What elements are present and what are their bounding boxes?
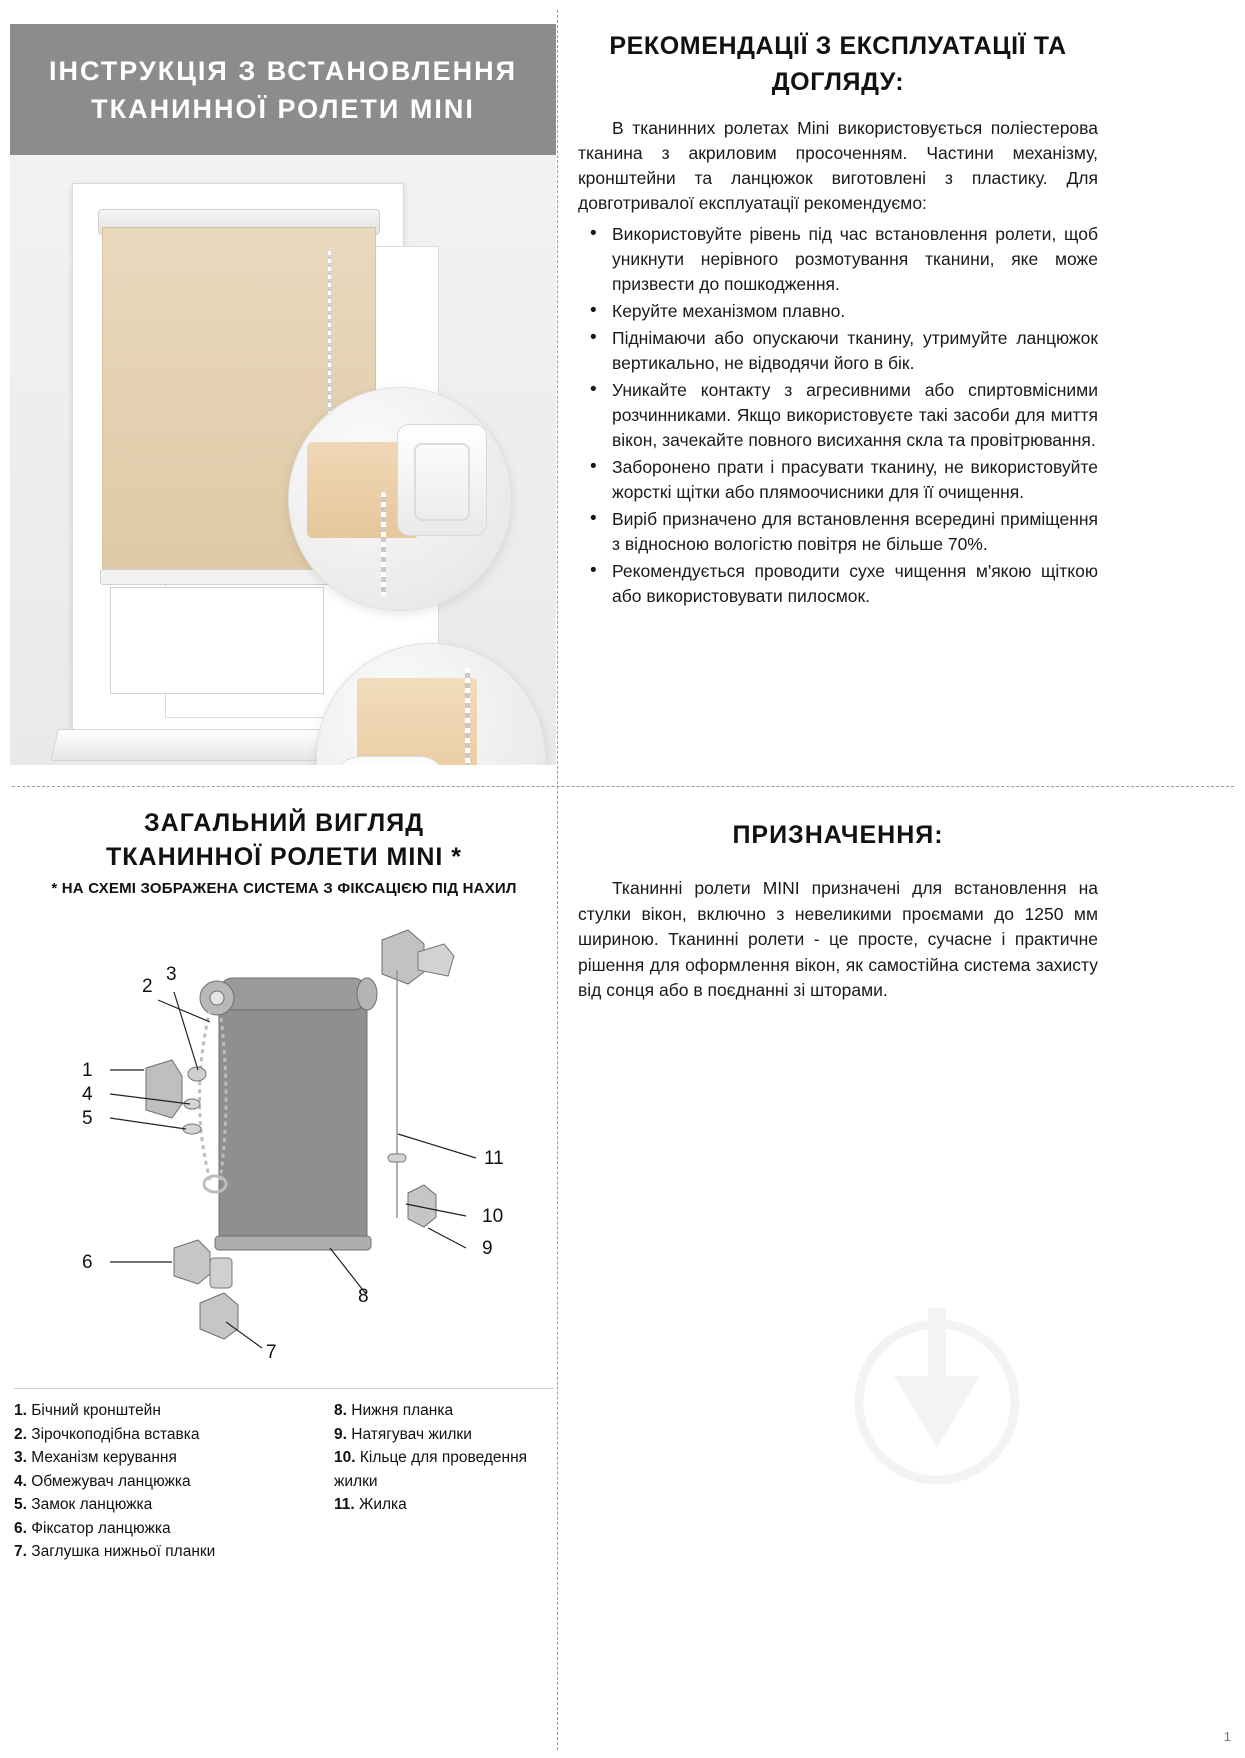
bubble-side-bracket [397,424,487,536]
legend-item: 4. Обмежувач ланцюжка [14,1472,191,1490]
callout-10: 10 [482,1206,504,1227]
callout-1: 1 [82,1060,93,1081]
care-bullet: • Виріб призначено для встановлення всередині приміщення з відносною вологістю повітря не більше 70%. [578,507,1098,557]
callout-7: 7 [266,1342,277,1363]
open-glass-area [110,587,324,694]
callout-3: 3 [166,964,177,985]
purpose-title: ПРИЗНАЧЕННЯ: [732,821,944,849]
care-bullet: • Уникайте контакту з агресивними або спиртовмісними розчинниками. Якщо використовуєте такі засоби для миття вікон, зачекайте повного висихання скла та провітрювання. [578,378,1098,453]
care-intro: В тканинних ролетах Mini використовується поліестерова тканина з акриловим просоченням. Частини механізму, кронштейни та ланцюжок виготовлені з пластику. Для довготривалої експлуатації рекомендуємо: [578,118,1098,213]
care-bullet: • Рекомендується проводити сухе чищення м'якою щіткою або використовувати пилосмок. [578,559,1098,609]
legend-item: 1. Бічний кронштейн [14,1402,161,1419]
vertical-divider [557,10,558,1750]
bubble-fabric-roll [357,678,477,765]
overview-header [14,806,554,897]
callout-11: 11 [484,1148,504,1169]
legend-item: 10. Кільце для проведення жилки [334,1449,528,1490]
legend-item: 2. Зірочкоподібна вставка [14,1425,200,1443]
install-title: ІНСТРУКЦІЯ З ВСТАНОВЛЕННЯ ТКАНИННОЇ РОЛЕТИ MINI [48,55,518,124]
callout-5: 5 [82,1108,93,1129]
purpose-section [578,818,1098,1004]
exploded-diagram [14,918,554,1388]
legend-item: 3. Механізм керування [14,1449,177,1466]
install-illustration [10,155,556,765]
callout-2: 2 [142,976,153,997]
care-section [578,28,1098,611]
page-number: 1 [1223,1729,1231,1744]
legend-item: 5. Замок ланцюжка [14,1496,153,1513]
overview-title-line2: ТКАНИННОЇ РОЛЕТИ MINI * [105,843,463,871]
purpose-text: Тканинні ролети MINI призначені для встановлення на стулки вікон, включно з невеликими проємами до 1250 мм шириною. Тканинні ролети - це просте, сучасне і практичне рішення для оформлення вікон, як самостійна система захисту від сонця або в поєднанні зі шторами. [578,878,1098,1000]
callout-6: 6 [82,1252,93,1273]
legend [14,1388,554,1599]
zoom-bubble-bracket [288,387,512,611]
legend-column-right [334,1399,544,1599]
callout-9: 9 [482,1238,493,1259]
care-bullet: • Піднімаючи або опускаючи тканину, утримуйте ланцюжок вертикально, не відводячи його в бік. [578,326,1098,376]
overview-note: * НА СХЕМІ ЗОБРАЖЕНА СИСТЕМА З ФІКСАЦІЄЮ ПІД НАХИЛ [51,880,517,897]
legend-column-left [14,1399,314,1599]
care-bullet: • Заборонено прати і прасувати тканину, не використовуйте жорсткі щітки або плямоочисники для її очищення. [578,455,1098,505]
care-bullet: • Використовуйте рівень під час встановлення ролети, щоб уникнути нерівного розмотування тканини, яке може призвести до пошкодження. [578,222,1098,297]
legend-item: 7. Заглушка нижньої планки [14,1543,216,1560]
bubble-chain [381,492,386,596]
overview-title-line1: ЗАГАЛЬНИЙ ВИГЛЯД [143,809,424,837]
bubble-chain-2 [465,668,470,765]
care-bullet: • Керуйте механізмом плавно. [578,299,1098,324]
legend-item: 11. Жилка [334,1496,407,1513]
care-title: РЕКОМЕНДАЦІЇ З ЕКСПЛУАТАЦІЇ ТА ДОГЛЯДУ: [609,32,1067,96]
watermark-logo [842,1290,1032,1490]
legend-item: 9. Натягувач жилки [334,1425,472,1443]
care-bullet-list [578,222,1098,609]
horizontal-divider [12,786,1234,787]
callout-8: 8 [358,1286,369,1307]
install-header [10,24,556,155]
legend-item: 6. Фіксатор ланцюжка [14,1519,171,1537]
callout-4: 4 [82,1084,93,1105]
legend-item: 8. Нижня планка [334,1402,454,1419]
